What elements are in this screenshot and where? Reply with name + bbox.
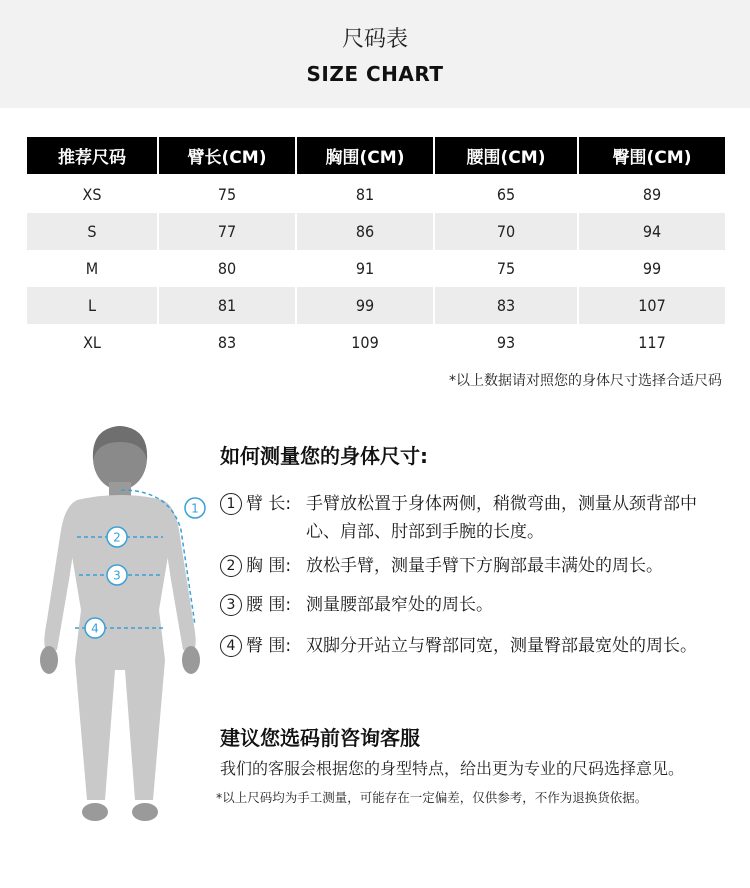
figure-left-hand	[40, 646, 58, 674]
measure-item-waist	[220, 591, 726, 619]
cell-waist: 93	[496, 333, 516, 352]
measurement-disclaimer: *以上尺码均为手工测量，可能存在一定偏差，仅供参考，不作为退换货依据。	[216, 790, 648, 805]
advice-text: 我们的客服会根据您的身型特点，给出更为专业的尺码选择意见。	[220, 759, 685, 778]
table-row	[27, 324, 725, 361]
cell-chest: 99	[297, 287, 433, 324]
cell-arm-length: 80	[217, 259, 237, 278]
marker-waist-label: 3	[113, 568, 121, 583]
cell-size: L	[27, 287, 157, 324]
cell-chest: 91	[355, 259, 375, 278]
cell-hip: 117	[638, 333, 666, 352]
item-text: 手臂放松置于身体两侧，稍微弯曲，测量从颈背部中心、肩部、肘部到手腕的长度。	[306, 494, 697, 542]
cell-hip: 99	[642, 259, 662, 278]
figure-right-arm	[163, 500, 196, 650]
cell-chest: 86	[297, 213, 433, 250]
cell-arm-length: 75	[159, 174, 295, 213]
header-size: 推荐尺码	[27, 137, 157, 174]
item-number: 3	[220, 594, 242, 616]
advice-title: 建议您选码前咨询客服	[220, 726, 420, 750]
item-label: 胸 围:	[246, 556, 292, 576]
table-header-row	[27, 137, 725, 174]
cell-size: M	[85, 259, 99, 278]
item-text: 放松手臂，测量手臂下方胸部最丰满处的周长。	[306, 556, 663, 576]
measure-item-chest	[220, 552, 726, 580]
page-title-cn: 尺码表	[341, 27, 408, 52]
header-chest: 胸围(CM)	[297, 137, 433, 174]
cell-arm-length: 77	[159, 213, 295, 250]
figure-right-hand	[182, 646, 200, 674]
item-number: 1	[220, 493, 242, 515]
measure-item-hip	[220, 632, 726, 660]
item-text: 双脚分开站立与臀部同宽，测量臀部最宽处的周长。	[306, 636, 697, 656]
table-row	[27, 213, 725, 250]
cell-arm-length: 81	[159, 287, 295, 324]
cell-hip: 89	[579, 174, 725, 213]
item-label: 臀 围:	[246, 636, 292, 656]
table-note: *以上数据请对照您的身体尺寸选择合适尺码	[449, 373, 722, 389]
item-text: 测量腰部最窄处的周长。	[306, 595, 493, 615]
page-title-en: SIZE CHART	[306, 62, 444, 86]
cell-size: XL	[83, 333, 101, 352]
cell-arm-length: 83	[217, 333, 237, 352]
body-figure-illustration	[25, 420, 215, 840]
item-number: 4	[220, 635, 242, 657]
cell-chest: 81	[297, 174, 433, 213]
cell-chest: 109	[351, 333, 379, 352]
figure-torso	[71, 495, 169, 610]
cell-waist: 70	[435, 213, 577, 250]
figure-left-foot	[82, 803, 108, 821]
cell-waist: 75	[496, 259, 516, 278]
table-row	[27, 250, 725, 287]
cell-waist: 83	[435, 287, 577, 324]
marker-hip-label: 4	[91, 621, 99, 636]
table-row	[27, 174, 725, 213]
header-hip: 臀围(CM)	[579, 137, 725, 174]
cell-hip: 94	[579, 213, 725, 250]
cell-hip: 107	[579, 287, 725, 324]
cell-size: S	[27, 213, 157, 250]
page-header	[0, 0, 750, 108]
cell-waist: 65	[435, 174, 577, 213]
item-label: 腰 围:	[246, 595, 292, 615]
table-row	[27, 287, 725, 324]
cell-size: XS	[27, 174, 157, 213]
item-number: 2	[220, 555, 242, 577]
how-to-measure-title: 如何测量您的身体尺寸:	[220, 444, 428, 468]
size-table	[25, 137, 727, 361]
measure-item-arm	[220, 490, 726, 546]
item-label: 臂 长:	[246, 494, 292, 514]
figure-right-foot	[132, 803, 158, 821]
figure-left-arm	[44, 500, 77, 650]
header-arm-length: 臂长(CM)	[159, 137, 295, 174]
marker-arm-label: 1	[191, 501, 199, 516]
header-waist: 腰围(CM)	[435, 137, 577, 174]
marker-chest-label: 2	[113, 530, 121, 545]
figure-legs	[75, 610, 165, 800]
